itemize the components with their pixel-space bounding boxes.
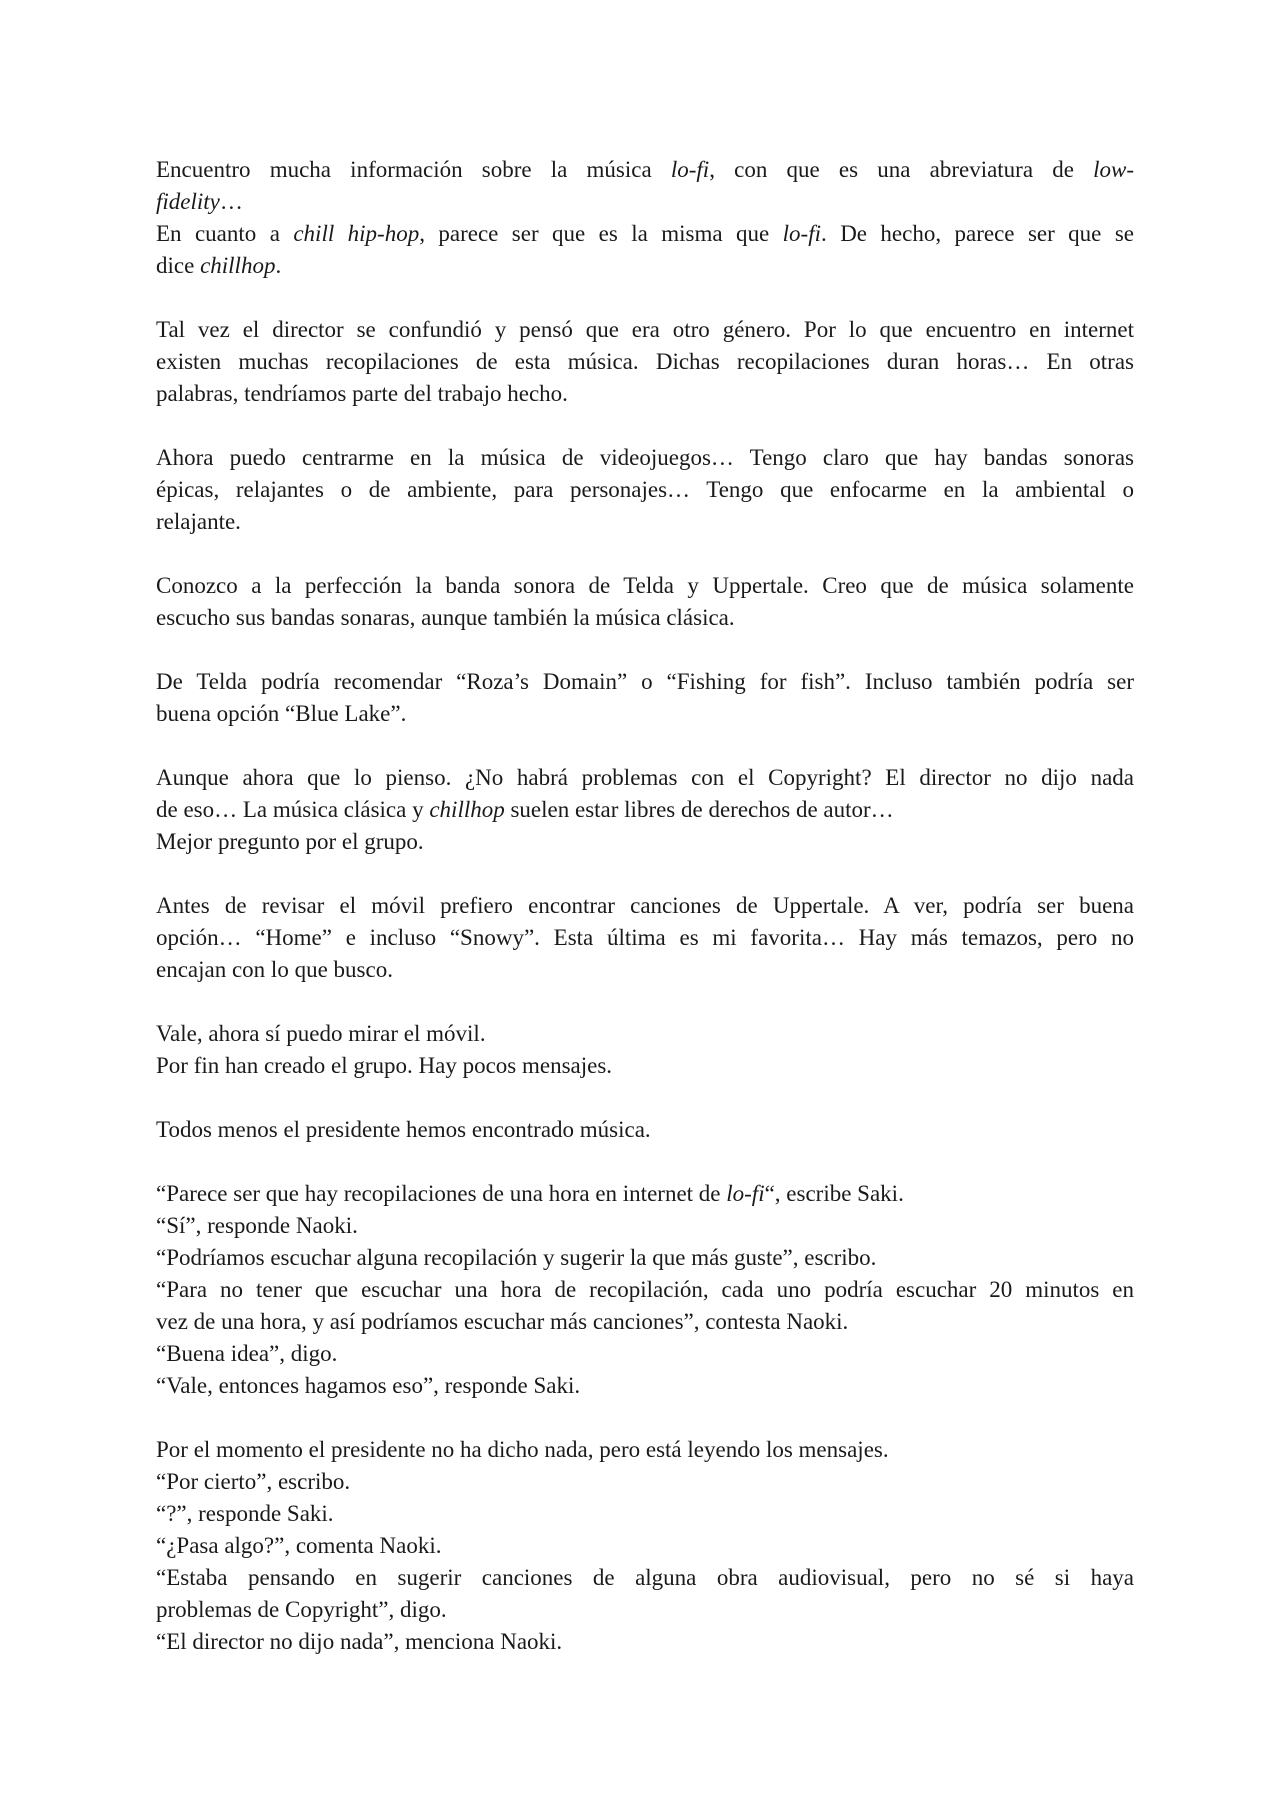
text-run: Vale, ahora sí puedo mirar el móvil.: [156, 1021, 486, 1046]
text-run: , parece ser que es la misma que: [419, 221, 783, 246]
text-line: [156, 794, 1134, 826]
text-line: [156, 602, 1134, 634]
text-line: [156, 954, 1134, 986]
text-line: [156, 1114, 1134, 1146]
text-line: [156, 762, 1134, 794]
text-line: [156, 1466, 1134, 1498]
text-run: Ahora puedo centrarme en la música de videojuegos… Tengo claro que hay bandas sonoras: [156, 445, 1134, 470]
text-line: [156, 1594, 1134, 1626]
text-run: “Sí”, responde Naoki.: [156, 1213, 358, 1238]
text-run: “Vale, entonces hagamos eso”, responde Saki.: [156, 1373, 581, 1398]
text-run: vez de una hora, y así podríamos escuchar más canciones”, contesta Naoki.: [156, 1309, 849, 1334]
paragraph: [156, 1434, 1134, 1658]
text-run: opción… “Home” e incluso “Snowy”. Esta última es mi favorita… Hay más temazos, pero no: [156, 925, 1134, 950]
italic-term: low-: [1093, 157, 1134, 182]
text-run: Antes de revisar el móvil prefiero encontrar canciones de Uppertale. A ver, podría ser buena: [156, 893, 1134, 918]
text-run: de eso… La música clásica y: [156, 797, 430, 822]
text-run: “?”, responde Saki.: [156, 1501, 334, 1526]
paragraph: [156, 1178, 1134, 1402]
text-run: épicas, relajantes o de ambiente, para personajes… Tengo que enfocarme en la ambiental o: [156, 477, 1134, 502]
text-run: Tal vez el director se confundió y pensó que era otro género. Por lo que encuentro en internet: [156, 317, 1134, 342]
text-line: [156, 1370, 1134, 1402]
italic-term: chillhop: [429, 797, 505, 822]
text-line: [156, 1338, 1134, 1370]
italic-term: lo-fi: [726, 1181, 765, 1206]
text-line: [156, 1242, 1134, 1274]
text-run: Todos menos el presidente hemos encontrado música.: [156, 1117, 651, 1142]
text-run: , con que es una abreviatura de: [709, 157, 1094, 182]
text-line: [156, 922, 1134, 954]
text-run: “, escribe Saki.: [764, 1181, 904, 1206]
text-run: . De hecho, parece ser que se: [821, 221, 1134, 246]
text-run: problemas de Copyright”, digo.: [156, 1597, 447, 1622]
text-run: “Para no tener que escuchar una hora de recopilación, cada uno podría escuchar 20 minutos en: [156, 1277, 1134, 1302]
text-line: [156, 506, 1134, 538]
text-line: [156, 570, 1134, 602]
text-run: “Buena idea”, digo.: [156, 1341, 338, 1366]
text-run: “Estaba pensando en sugerir canciones de alguna obra audiovisual, pero no sé si haya: [156, 1565, 1134, 1590]
text-line: [156, 666, 1134, 698]
text-line: [156, 378, 1134, 410]
text-line: [156, 890, 1134, 922]
text-line: [156, 1306, 1134, 1338]
paragraph: [156, 442, 1134, 538]
text-line: [156, 314, 1134, 346]
paragraph: [156, 154, 1134, 282]
text-run: En cuanto a: [156, 221, 294, 246]
text-line: [156, 1562, 1134, 1594]
paragraph: [156, 314, 1134, 410]
text-line: [156, 186, 1134, 218]
text-line: [156, 154, 1134, 186]
italic-term: lo-fi: [670, 157, 710, 182]
text-run: …: [219, 189, 243, 214]
text-line: [156, 826, 1134, 858]
paragraph: [156, 570, 1134, 634]
italic-term: fidelity: [156, 189, 220, 214]
text-line: [156, 1434, 1134, 1466]
text-line: [156, 698, 1134, 730]
text-run: “Por cierto”, escribo.: [156, 1469, 351, 1494]
paragraph: [156, 890, 1134, 986]
text-line: [156, 1274, 1134, 1306]
text-run: “¿Pasa algo?”, comenta Naoki.: [156, 1533, 442, 1558]
text-run: “Parece ser que hay recopilaciones de una hora en internet de: [156, 1181, 727, 1206]
paragraph: [156, 1114, 1134, 1146]
text-run: escucho sus bandas sonaras, aunque también la música clásica.: [156, 605, 735, 630]
text-line: [156, 1178, 1134, 1210]
italic-term: chill hip-hop: [293, 221, 420, 246]
text-line: [156, 1018, 1134, 1050]
text-line: [156, 1050, 1134, 1082]
document-body: [156, 154, 1134, 1690]
text-run: Por fin han creado el grupo. Hay pocos mensajes.: [156, 1053, 613, 1078]
text-run: dice: [156, 253, 201, 278]
paragraph: [156, 666, 1134, 730]
text-run: De Telda podría recomendar “Roza’s Domain” o “Fishing for fish”. Incluso también podría ser: [156, 669, 1134, 694]
text-run: encajan con lo que busco.: [156, 957, 393, 982]
text-run: relajante.: [156, 509, 241, 534]
paragraph: [156, 762, 1134, 858]
text-line: [156, 218, 1134, 250]
text-run: Por el momento el presidente no ha dicho nada, pero está leyendo los mensajes.: [156, 1437, 889, 1462]
text-run: Aunque ahora que lo pienso. ¿No habrá problemas con el Copyright? El director no dijo nada: [156, 765, 1134, 790]
text-run: buena opción “Blue Lake”.: [156, 701, 407, 726]
text-line: [156, 1498, 1134, 1530]
text-line: [156, 442, 1134, 474]
text-line: [156, 250, 1134, 282]
text-run: Mejor pregunto por el grupo.: [156, 829, 424, 854]
italic-term: lo-fi: [782, 221, 822, 246]
text-run: palabras, tendríamos parte del trabajo hecho.: [156, 381, 568, 406]
paragraph: [156, 1018, 1134, 1082]
text-run: Encuentro mucha información sobre la música: [156, 157, 671, 182]
text-run: suelen estar libres de derechos de autor…: [504, 797, 894, 822]
text-run: Conozco a la perfección la banda sonora de Telda y Uppertale. Creo que de música solamente: [156, 573, 1134, 598]
text-run: “Podríamos escuchar alguna recopilación y sugerir la que más guste”, escribo.: [156, 1245, 877, 1270]
text-line: [156, 474, 1134, 506]
text-run: existen muchas recopilaciones de esta música. Dichas recopilaciones duran horas… En otras: [156, 349, 1134, 374]
italic-term: chillhop: [200, 253, 276, 278]
text-run: “El director no dijo nada”, menciona Naoki.: [156, 1629, 563, 1654]
text-line: [156, 346, 1134, 378]
text-line: [156, 1210, 1134, 1242]
text-line: [156, 1626, 1134, 1658]
text-line: [156, 1530, 1134, 1562]
text-run: .: [275, 253, 282, 278]
